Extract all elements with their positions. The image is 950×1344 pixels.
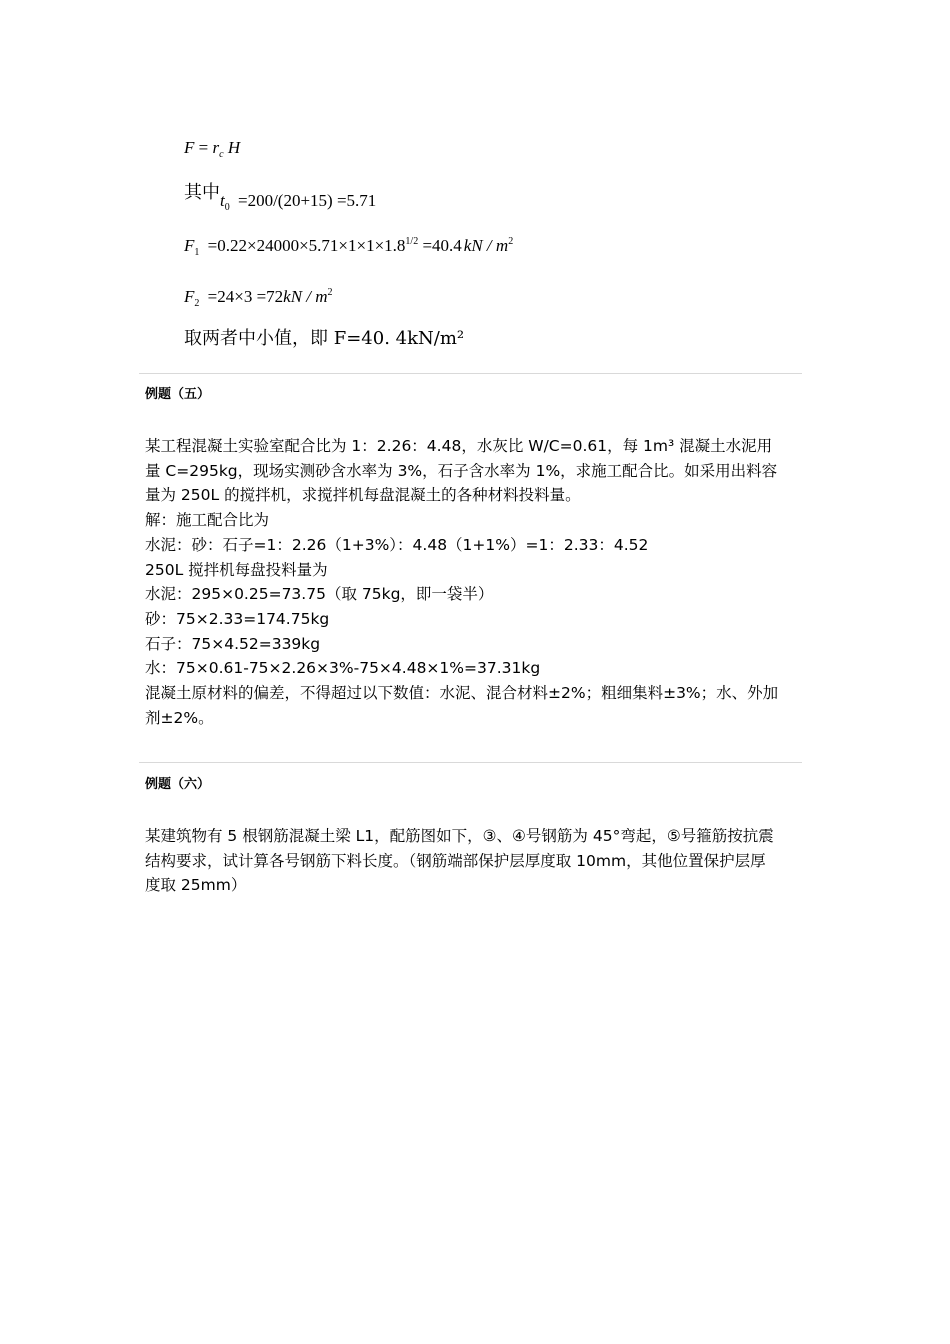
text-line: 解：施工配合比为: [145, 511, 270, 530]
formula-f2: [184, 287, 333, 309]
example5-problem: [145, 434, 805, 730]
formula-var: t: [220, 191, 225, 210]
formula-unit: kN / m: [283, 287, 328, 306]
formula-expr: =200/(20+15) =5.71: [237, 191, 377, 210]
formula-t0: [184, 178, 377, 213]
text-line: 水：75×0.61-75×2.26×3%-75×4.48×1%=37.31kg: [145, 659, 541, 678]
text-line: 量为 250L 的搅拌机，求搅拌机每盘混凝土的各种材料投料量。: [145, 486, 581, 505]
formula-eq: =: [198, 138, 209, 157]
formula-expr: =0.22×24000×5.71×1×1×1.8: [207, 236, 406, 255]
example6-heading: 例题（六）: [145, 777, 211, 792]
formula-result: =40.4: [418, 236, 462, 255]
text-line: 剂±2%。: [145, 708, 214, 727]
section-divider: [139, 373, 802, 374]
text-line: 水泥：砂：石子=1：2.26（1+3%）：4.48（1+1%）=1：2.33：4.52: [145, 535, 649, 554]
section-divider: [139, 762, 802, 763]
text-line: 量 C=295kg，现场实测砂含水率为 3%，石子含水率为 1%，求施工配合比。如采用出料容: [145, 461, 778, 480]
formula-f-main: [184, 138, 240, 160]
formula-var: r: [212, 138, 220, 157]
formula-var: F: [184, 287, 195, 306]
formula-sub: c: [219, 149, 224, 160]
formula-unit: kN / m: [463, 236, 509, 255]
example5-heading: 例题（五）: [145, 387, 211, 402]
text-line: 某建筑物有 5 根钢筋混凝土梁 L1，配筋图如下，③、④号钢筋为 45°弯起，⑤号箍筋按抗震: [145, 827, 774, 845]
formula-var: F: [184, 236, 195, 255]
formula-conclusion: 取两者中小值，即 F=40. 4kN/m²: [184, 328, 465, 349]
formula-sub: 1: [194, 247, 200, 258]
formula-f1: [184, 236, 513, 258]
text-line: 混凝土原材料的偏差，不得超过以下数值：水泥、混合材料±2%；粗细集料±3%；水、外加: [145, 684, 779, 703]
formula-expr: =24×3 =72: [207, 287, 284, 306]
formula-sub: 0: [224, 202, 230, 213]
text-line: 某工程混凝土实验室配合比为 1：2.26：4.48，水灰比 W/C=0.61，每 1m³ 混凝土水泥用: [145, 437, 773, 455]
formula-var: F: [184, 138, 195, 157]
text-line: 度取 25mm）: [145, 876, 247, 895]
formula-exp: 1/2: [405, 236, 419, 247]
text-line: 250L 搅拌机每盘投料量为: [145, 560, 328, 579]
formula-prefix: 其中: [184, 182, 220, 203]
formula-exp: 2: [327, 287, 333, 298]
example6-problem: [145, 824, 805, 898]
text-line: 砂：75×2.33=174.75kg: [145, 609, 330, 628]
text-line: 结构要求，试计算各号钢筋下料长度。（钢筋端部保护层厚度取 10mm，其他位置保护层厚: [145, 851, 766, 870]
text-line: 石子：75×4.52=339kg: [145, 634, 321, 653]
formula-var: H: [227, 138, 241, 157]
formula-exp: 2: [508, 236, 514, 247]
formula-sub: 2: [194, 298, 200, 309]
text-line: 水泥：295×0.25=73.75（取 75kg，即一袋半）: [145, 585, 494, 604]
